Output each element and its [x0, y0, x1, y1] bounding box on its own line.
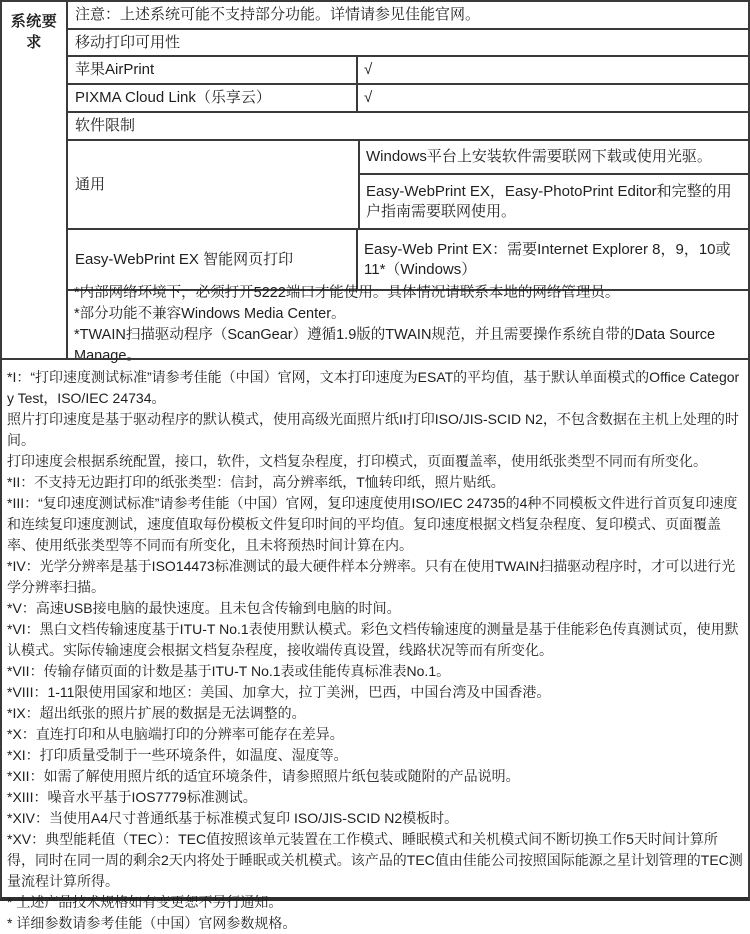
pixma-checkmark: √ [364, 89, 373, 106]
table-footnote-port: *内部网络环境下，必须打开5222端口才能使用。具体情况请联系本地的网络管理员。 [74, 284, 620, 301]
notice-text: 注意：上述系统可能不支持部分功能。详情请参见佳能官网。 [75, 6, 481, 23]
table-row-software-header [68, 113, 748, 141]
airprint-label: 苹果AirPrint [68, 57, 358, 83]
note-paragraph: *XII：如需了解使用照片纸的适宜环境条件，请参照照片纸包装或随附的产品说明。 [7, 768, 520, 784]
pixma-cloud-link-label: PIXMA Cloud Link（乐享云） [68, 85, 358, 111]
note-paragraph: *I：“打印速度测试标准”请参考佳能（中国）官网，文本打印速度为ESAT的平均值，基于默认单面模式的Office Category Test，ISO/IEC 24734。 [7, 369, 740, 406]
note-paragraph: *IV：光学分辨率是基于ISO14473标准测试的最大硬件样本分辨率。只有在使用TWAIN扫描驱动程序时，才可以进行光学分辨率扫描。 [7, 558, 736, 595]
general-values [358, 141, 748, 228]
note-paragraph: * 上述产品技术规格如有变更恕不另行通知。 [7, 894, 283, 910]
easy-webprint-value: Easy-Web Print EX：需要Internet Explorer 8，9，10或11*（Windows） [364, 240, 731, 278]
note-paragraph: *II：不支持无边距打印的纸张类型：信封，高分辨率纸，T恤转印纸，照片贴纸。 [7, 474, 505, 490]
table-row-notice [68, 2, 748, 30]
note-paragraph: *VIII：1-11限使用国家和地区：美国、加拿大，拉丁美洲，巴西，中国台湾及中国香港。 [7, 684, 551, 700]
table-row-footnotes [68, 284, 748, 364]
general-label: 通用 [75, 175, 106, 193]
note-paragraph: *XI：打印质量受制于一些环境条件，如温度、湿度等。 [7, 747, 348, 763]
easy-webprint-label: Easy-WebPrint EX 智能网页打印 [68, 230, 358, 289]
general-item-windows: Windows平台上安装软件需要联网下载或使用光驱。 [360, 141, 748, 175]
notes-list [2, 360, 748, 934]
note-paragraph: *XV：典型能耗值（TEC）：TEC值按照该单元装置在工作模式、睡眠模式和关机模式间不断切换工作5天时间计算所得，同时在同一周的剩余2天内将处于睡眠或关机模式。该产品的TEC值由佳能公司按照国际能源之星计划管理的TEC测量流程计算所得。 [7, 831, 743, 889]
airprint-checkmark: √ [364, 61, 373, 78]
system-requirements-section [2, 2, 748, 364]
note-paragraph: *V：高速USB接电脑的最快速度。且未包含传输到电脑的时间。 [7, 600, 401, 616]
note-paragraph: *X：直连打印和从电脑端打印的分辨率可能存在差异。 [7, 726, 344, 742]
table-row-airprint [68, 57, 748, 85]
note-paragraph: 照片打印速度是基于驱动程序的默认模式，使用高级光面照片纸II打印ISO/JIS-SCID N2，不包含数据在主机上处理的时间。 [7, 411, 739, 448]
table-footnotes [68, 284, 748, 364]
table-row-mobile-header [68, 30, 748, 57]
mobile-print-header: 移动打印可用性 [75, 33, 181, 51]
table-footnote-twain: *TWAIN扫描驱动程序（ScanGear）遵循1.9版的TWAIN规范，并且需要操作系统自带的Data Source Manage。 [74, 326, 716, 364]
software-restriction-header: 软件限制 [75, 117, 136, 134]
note-paragraph: *VI：黑白文档传输速度基于ITU-T No.1表使用默认模式。彩色文档传输速度的测量是基于佳能彩色传真测试页，使用默认模式。实际传输速度会根据文档复杂程度，接收端传真设置，线路状况等而有所变化。 [7, 621, 739, 658]
section-header-label: 系统要求 [2, 2, 68, 358]
note-paragraph: *VII：传输存储页面的计数是基于ITU-T No.1表或佳能传真标准表No.1。 [7, 663, 451, 679]
note-paragraph: *XIII：噪音水平基于IOS7779标准测试。 [7, 789, 257, 805]
note-paragraph: *XIV：当使用A4尺寸普通纸基于标准模式复印 ISO/JIS-SCID N2模板时。 [7, 810, 459, 826]
table-footnote-media-center: *部分功能不兼容Windows Media Center。 [74, 305, 346, 322]
table-row-general [68, 141, 748, 230]
note-paragraph: *III：“复印速度测试标准”请参考佳能（中国）官网，复印速度使用ISO/IEC 24735的4种不同模板文件进行首页复印速度和连续复印速度测试，速度值取每份模板文件复印时间的平均值。复印速度根据文档复杂程度、复印模式、页面覆盖率、使用纸张类型等不同而有所变化，且未将预热时间计算在内。 [7, 495, 738, 553]
note-paragraph: 打印速度会根据系统配置，接口，软件，文档复杂程度，打印模式，页面覆盖率，使用纸张类型不同而有所变化。 [7, 453, 707, 469]
note-paragraph: *IX：超出纸张的照片扩展的数据是无法调整的。 [7, 705, 306, 721]
requirements-table [68, 2, 748, 364]
table-row-pixma-cloud-link [68, 85, 748, 113]
general-item-easywebprint: Easy-WebPrint EX，Easy-PhotoPrint Editor和完整的用户指南需要联网使用。 [366, 182, 732, 220]
note-paragraph: * 详细参数请参考佳能（中国）官网参数规格。 [7, 915, 297, 931]
